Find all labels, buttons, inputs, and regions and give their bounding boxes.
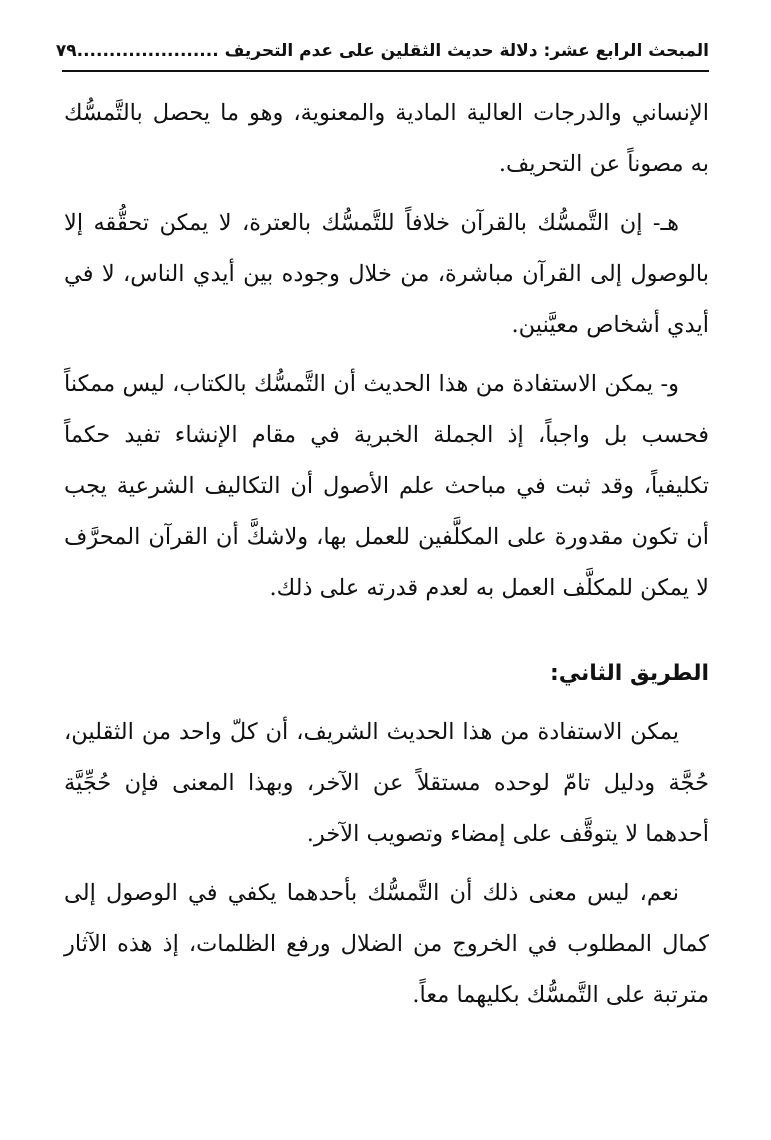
section-paragraph-1: يمكن الاستفادة من هذا الحديث الشريف، أن كلّ واحد من الثقلين، حُجَّة ودليل تامّ لوحده مستقلاً عن الآخر، وبهذا المعنى فإن حُجِّيَّة أحدهما لا يتوقَّف على إمضاء وتصويب الآخر. (64, 719, 709, 847)
section-paragraph-2: نعم، ليس معنى ذلك أن التَّمسُّك بأحدهما يكفي في الوصول إلى كمال المطلوب في الخروج من الضلال ورفع الظلمات، إذ هذه الآثار مترتبة على التَّمسُّك بكليهما معاً. (64, 880, 709, 1008)
paragraph-point-he: هـ- إن التَّمسُّك بالقرآن خلافاً للتَّمسُّك بالعترة، لا يمكن تحقُّقه إلا بالوصول إلى القرآن مباشرة، من خلال وجوده بين أيدي الناس، لا في أيدي أشخاص معيَّنين. (64, 210, 709, 338)
running-header-title (77, 41, 709, 61)
paragraph-continuation: الإنساني والدرجات العالية المادية والمعنوية، وهو ما يحصل بالتَّمسُّك به مصوناً عن التحريف. (64, 100, 709, 177)
header-rule (62, 70, 709, 72)
chapter-title: المبحث الرابع عشر: دلالة حديث الثقلين على عدم التحريف (224, 41, 709, 61)
running-header (55, 36, 709, 66)
page-number: ٧٩ (55, 41, 77, 61)
leader-dots: ...................... (76, 41, 219, 61)
section-heading: الطريق الثاني: (549, 661, 709, 686)
page-body (64, 88, 709, 1029)
paragraph-point-waw: و- يمكن الاستفادة من هذا الحديث أن التَّمسُّك بالكتاب، ليس ممكناً فحسب بل واجباً، إذ الجملة الخبرية في مقام الإنشاء تفيد حكماً تكليفياً، وقد ثبت في مباحث علم الأصول أن التكاليف الشرعية يجب أن تكون مقدورة على المكلَّفين للعمل بها، ولاشكَّ أن القرآن المحرَّف لا يمكن للمكلَّف العمل به لعدم قدرته على ذلك. (64, 371, 709, 601)
